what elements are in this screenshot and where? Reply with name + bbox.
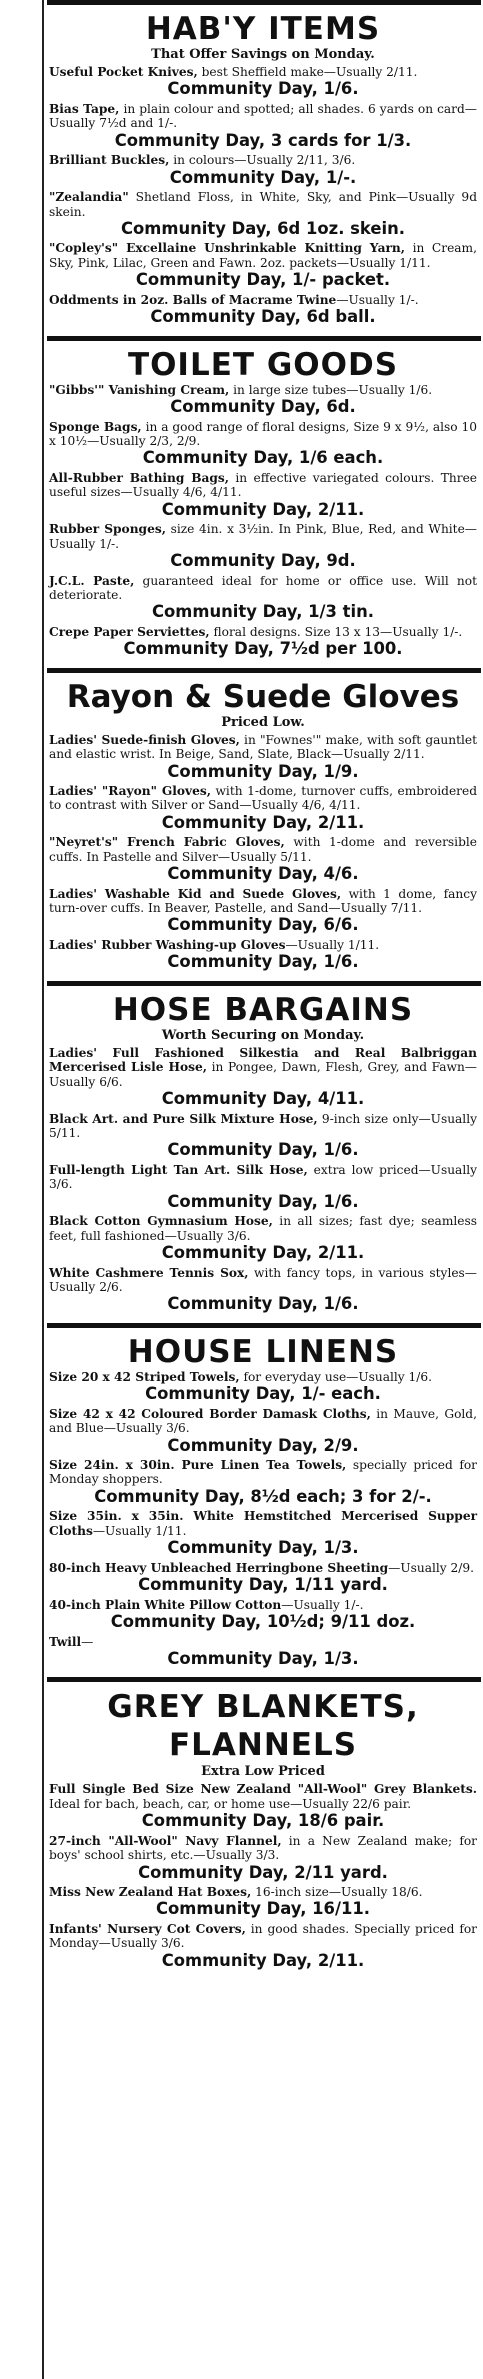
item-price: Community Day, 2/11. xyxy=(161,1243,365,1263)
item-price: Community Day, 1/- packet. xyxy=(135,270,391,290)
section-heading: HOSE BARGAINS xyxy=(112,991,414,1028)
item-description xyxy=(49,1163,477,1192)
item-description xyxy=(49,1458,477,1487)
item-text: — xyxy=(81,1634,94,1649)
item-price: Community Day, 1/6. xyxy=(167,1294,359,1314)
item-price: Community Day, 1/6. xyxy=(167,79,359,99)
item-lead: Miss New Zealand Hat Boxes, xyxy=(49,1885,252,1900)
item-lead: Ladies' Suede-finish Gloves, xyxy=(49,732,240,747)
item-description xyxy=(49,1782,477,1811)
item-lead: Size 24in. x 30in. Pure Linen Tea Towels, xyxy=(49,1458,347,1473)
item-price: Community Day, 6d ball. xyxy=(150,307,376,327)
item-price: Community Day, 1/3 tin. xyxy=(152,602,374,622)
advertisement-column xyxy=(47,0,481,2379)
item-text: extra low priced—Usually 3/6. xyxy=(49,1162,478,1192)
item-text: in effective variegated colours. Three useful sizes—Usually 4/6, 4/11. xyxy=(49,470,477,500)
item-lead: Brilliant Buckles, xyxy=(49,153,170,168)
item-price: Community Day, 1/6. xyxy=(167,952,359,972)
item-text: in Pongee, Dawn, Flesh, Grey, and Fawn—Usually 6/6. xyxy=(49,1060,477,1089)
section-subheading: Worth Securing on Monday. xyxy=(161,1027,365,1043)
item-text: in Cream, Sky, Pink, Lilac, Green and Fawn. 2oz. packets—Usually 1/11. xyxy=(49,241,477,270)
item-description xyxy=(49,1046,477,1089)
item-price: Community Day, 9d. xyxy=(170,551,356,570)
item-text: best Sheffield make—Usually 2/11. xyxy=(197,65,418,79)
item-text: 9-inch size only—Usually 5/11. xyxy=(49,1111,477,1140)
item-text: 16-inch size—Usually 18/6. xyxy=(251,1885,423,1900)
item-lead: Full Single Bed Size New Zealand "All-Wool" Grey Blankets. xyxy=(49,1782,477,1797)
item-price: Community Day, 3 cards for 1/3. xyxy=(114,130,412,150)
item-description xyxy=(49,1561,477,1575)
item-price: Community Day, 2/9. xyxy=(167,1435,359,1455)
item-lead: 27-inch "All-Wool" Navy Flannel, xyxy=(49,1833,282,1848)
item-description xyxy=(49,733,477,762)
item-lead: All-Rubber Bathing Bags, xyxy=(49,470,230,485)
item-text: floral designs. Size 13 x 13—Usually 1/-. xyxy=(209,624,463,639)
item-text: Shetland Floss, in White, Sky, and Pink—Usually 9d skein. xyxy=(49,190,477,219)
item-lead: "Zealandia" xyxy=(49,190,129,205)
item-price: Community Day, 1/11 yard. xyxy=(138,1575,388,1595)
section-grey-blankets-flannels xyxy=(47,1677,481,1979)
item-lead: 40-inch Plain White Pillow Cotton xyxy=(49,1597,282,1612)
item-price: Community Day, 1/3. xyxy=(167,1538,359,1558)
section-heading: HAB'Y ITEMS xyxy=(145,11,381,47)
section-toilet-goods xyxy=(47,336,481,668)
item-description xyxy=(49,938,477,952)
item-text: in good shades. Specially priced for Monday—Usually 3/6. xyxy=(49,1921,478,1951)
item-price: Community Day, 1/6 each. xyxy=(142,448,384,468)
item-text: in Mauve, Gold, and Blue—Usually 3/6. xyxy=(49,1406,477,1436)
item-description xyxy=(49,1266,477,1295)
item-lead: Size 42 x 42 Coloured Border Damask Cloths, xyxy=(49,1406,371,1421)
item-description xyxy=(49,153,477,167)
item-lead: 80-inch Heavy Unbleached Herringbone Sheeting xyxy=(49,1560,389,1575)
item-price: Community Day, 4/11. xyxy=(161,1089,365,1109)
item-price: Community Day, 2/11. xyxy=(161,812,365,832)
item-price: Community Day, 18/6 pair. xyxy=(141,1811,385,1831)
item-price: Community Day, 6/6. xyxy=(167,915,359,935)
item-lead: Size 35in. x 35in. White Hemstitched Mercerised Supper Cloths xyxy=(49,1509,477,1538)
item-text: with 1-dome, turnover cuffs, embroidered to contrast with Silver or Sand—Usually 4/6, 4/11. xyxy=(49,784,478,813)
item-lead: Ladies' Rubber Washing-up Gloves xyxy=(49,937,286,952)
item-lead: Twill xyxy=(49,1634,82,1649)
item-text: Ideal for bach, beach, car, or home use—Usually 22/6 pair. xyxy=(49,1796,412,1811)
item-lead: Black Art. and Pure Silk Mixture Hose, xyxy=(49,1111,318,1126)
item-lead: "Gibbs'" Vanishing Cream, xyxy=(49,382,230,397)
item-lead: Full-length Light Tan Art. Silk Hose, xyxy=(49,1162,308,1177)
item-description xyxy=(49,420,477,449)
section-heading: Rayon & Suede Gloves xyxy=(66,678,460,715)
item-description xyxy=(49,293,477,307)
item-text: —Usually 1/11. xyxy=(92,1523,187,1538)
item-description xyxy=(49,241,477,270)
item-description xyxy=(49,1834,477,1863)
item-lead: "Neyret's" French Fabric Gloves, xyxy=(49,835,285,850)
item-lead: Size 20 x 42 Striped Towels, xyxy=(49,1369,240,1384)
item-price: Community Day, 1/3. xyxy=(167,1648,359,1668)
item-price: Community Day, 1/9. xyxy=(167,761,359,781)
item-lead: Oddments in 2oz. Balls of Macrame Twine xyxy=(49,292,337,307)
section-heading: GREY BLANKETS, FLANNELS xyxy=(107,1689,419,1764)
item-text: —Usually 2/9. xyxy=(388,1560,475,1575)
item-description xyxy=(49,1598,477,1612)
item-price: Community Day, 1/6. xyxy=(167,1191,359,1211)
section-house-linens xyxy=(47,1323,481,1678)
item-lead: Ladies' Washable Kid and Suede Gloves, xyxy=(49,886,342,901)
item-price: Community Day, 6d. xyxy=(170,397,356,417)
item-price: Community Day, 7½d per 100. xyxy=(123,639,403,659)
item-text: in colours—Usually 2/11, 3/6. xyxy=(169,153,356,168)
item-text: specially priced for Monday shoppers. xyxy=(49,1458,477,1487)
item-text: —Usually 1/-. xyxy=(281,1597,364,1612)
item-description xyxy=(49,1509,477,1538)
item-price: Community Day, 10½d; 9/11 doz. xyxy=(110,1612,416,1631)
item-description xyxy=(49,522,477,551)
item-text: in plain colour and spotted; all shades. 6 yards on card—Usually 7½d and 1/-. xyxy=(49,101,477,131)
item-price: Community Day, 2/11. xyxy=(161,1950,365,1970)
section-subheading: That Offer Savings on Monday. xyxy=(151,47,375,62)
item-description xyxy=(49,471,477,500)
item-lead: Sponge Bags, xyxy=(49,419,142,434)
item-description xyxy=(49,574,477,603)
item-lead: J.C.L. Paste, xyxy=(49,573,135,588)
section-hose-bargains xyxy=(47,981,481,1323)
item-price: Community Day, 8½d each; 3 for 2/-. xyxy=(94,1486,432,1506)
item-description xyxy=(49,65,477,79)
item-lead: Bias Tape, xyxy=(49,101,120,116)
section-subheading: Priced Low. xyxy=(221,714,305,730)
item-description xyxy=(49,1370,477,1384)
item-text: for everyday use—Usually 1/6. xyxy=(239,1369,433,1384)
item-lead: Crepe Paper Serviettes, xyxy=(49,624,210,639)
item-lead: Rubber Sponges, xyxy=(49,522,166,537)
item-price: Community Day, 1/- each. xyxy=(145,1384,381,1404)
item-lead: Ladies' Full Fashioned Silkestia and Real Balbriggan Mercerised Lisle Hose, xyxy=(49,1045,477,1075)
item-text: with fancy tops, in various styles—Usually 2/6. xyxy=(49,1265,477,1294)
section-subheading: Extra Low Priced xyxy=(201,1764,325,1780)
section-haby-items xyxy=(47,0,481,336)
item-lead: White Cashmere Tennis Sox, xyxy=(49,1265,249,1280)
item-text: in a New Zealand make; for boys' school shirts, etc.—Usually 3/3. xyxy=(49,1833,477,1863)
item-description xyxy=(49,1214,477,1243)
item-lead: "Copley's" Excellaine Unshrinkable Knitting Yarn, xyxy=(49,241,405,256)
item-text: —Usually 1/-. xyxy=(336,292,419,307)
item-price: Community Day, 2/11. xyxy=(161,499,365,519)
item-price: Community Day, 4/6. xyxy=(167,864,359,884)
section-rayon-suede-gloves xyxy=(47,668,481,981)
item-lead: Useful Pocket Knives, xyxy=(49,65,198,79)
item-description xyxy=(49,1885,477,1899)
item-text: in all sizes; fast dye; seamless feet, full fashioned—Usually 3/6. xyxy=(49,1214,477,1243)
item-text: with 1 dome, fancy turn-over cuffs. In Beaver, Pastelle, and Sand—Usually 7/11. xyxy=(49,886,477,916)
item-description xyxy=(49,835,477,864)
item-description xyxy=(49,102,477,131)
item-text: with 1-dome and reversible cuffs. In Pastelle and Silver—Usually 5/11. xyxy=(49,835,477,864)
item-lead: Black Cotton Gymnasium Hose, xyxy=(49,1214,273,1229)
item-description xyxy=(49,1635,477,1649)
item-description xyxy=(49,1922,477,1951)
item-description xyxy=(49,887,477,916)
item-price: Community Day, 1/-. xyxy=(169,167,357,187)
item-text: in large size tubes—Usually 1/6. xyxy=(229,382,433,397)
item-text: in a good range of floral designs, Size 9 x 9½, also 10 x 10½—Usually 2/3, 2/9. xyxy=(49,419,478,448)
section-heading: HOUSE LINENS xyxy=(127,1333,399,1370)
item-price: Community Day, 1/6. xyxy=(167,1140,359,1160)
item-description xyxy=(49,784,477,813)
item-description xyxy=(49,1407,477,1436)
item-price: Community Day, 6d 1oz. skein. xyxy=(121,218,405,238)
item-description xyxy=(49,1112,477,1141)
item-lead: Ladies' "Rayon" Gloves, xyxy=(49,784,211,799)
item-text: in "Fownes'" make, with soft gauntlet and elastic wrist. In Beige, Sand, Slate, Black—Usually 2/11. xyxy=(49,732,477,762)
item-lead: Infants' Nursery Cot Covers, xyxy=(49,1921,246,1936)
item-text: —Usually 1/11. xyxy=(285,937,380,952)
item-text: guaranteed ideal for home or office use. Will not deteriorate. xyxy=(49,573,477,602)
item-description xyxy=(49,625,477,639)
section-heading: TOILET GOODS xyxy=(127,346,399,383)
item-text: size 4in. x 3½in. In Pink, Blue, Red, and White—Usually 1/-. xyxy=(49,522,477,551)
item-price: Community Day, 16/11. xyxy=(156,1899,370,1919)
item-price: Community Day, 2/11 yard. xyxy=(138,1862,388,1882)
item-description xyxy=(49,190,477,219)
item-description xyxy=(49,383,477,397)
